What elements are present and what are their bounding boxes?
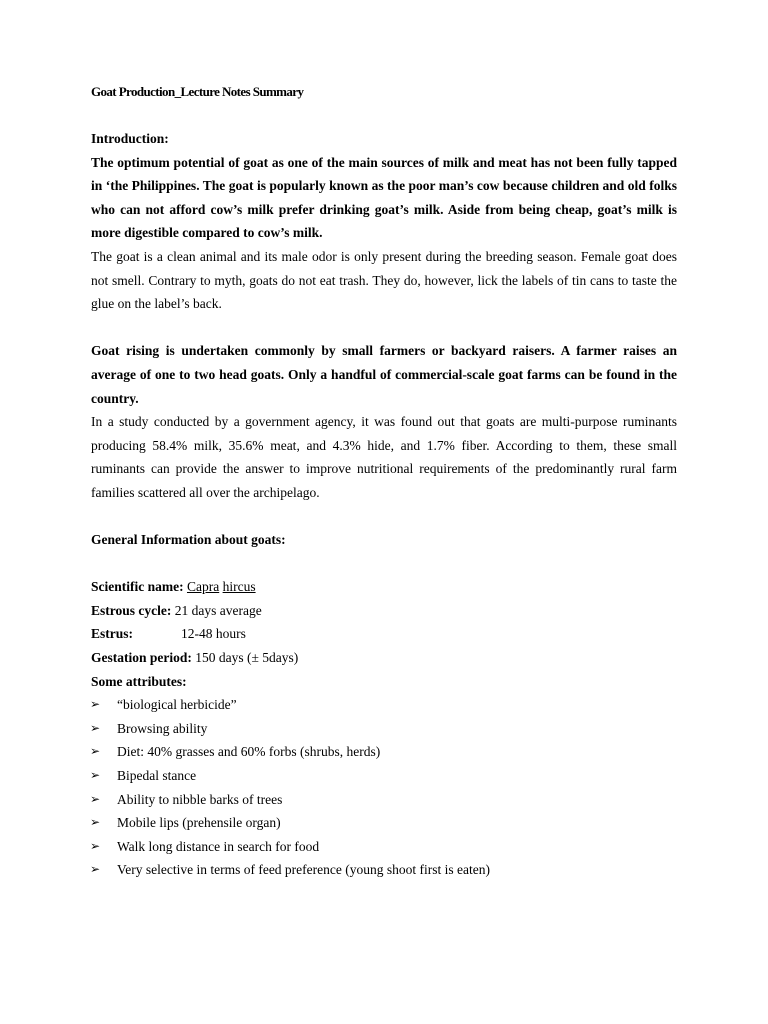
attribute-item <box>91 811 677 835</box>
attribute-text: Bipedal stance <box>117 768 197 784</box>
arrow-bullet-icon: ➢ <box>90 862 101 877</box>
estrous-cycle-value: 21 days average <box>174 602 262 618</box>
estrus-row <box>91 622 677 646</box>
introduction-heading: Introduction: <box>91 131 169 146</box>
arrow-bullet-icon: ➢ <box>90 815 101 830</box>
gestation-period-label: Gestation period: <box>91 650 192 666</box>
attribute-text: Mobile lips (prehensile organ) <box>117 815 281 831</box>
scientific-genus: Capra <box>186 579 220 595</box>
estrus-label: Estrus: <box>91 626 134 642</box>
intro-bold-paragraph: The optimum potential of goat as one of the main sources of milk and meat has not been fully tapped in ‘the Philippines. The goat is popularly known as the poor man’s cow because children and old folks who can not afford cow’s milk prefer drinking goat’s milk. Aside from being cheap, goat’s milk is more digestible compared to cow’s milk. <box>91 154 677 241</box>
arrow-bullet-icon: ➢ <box>90 768 101 783</box>
gestation-period-value: 150 days (± 5days) <box>195 650 299 666</box>
scientific-name-row <box>91 575 677 599</box>
attributes-heading-row <box>91 670 677 694</box>
arrow-bullet-icon: ➢ <box>90 791 101 806</box>
document-title: Goat Production_Lecture Notes Summary <box>91 84 304 99</box>
raising-plain-paragraph: In a study conducted by a government agency, it was found out that goats are multi-purpose ruminants producing 58.4% milk, 35.6% meat, and 4.3% hide, and 1.7% fiber. According to them, these small ruminants can provide the answer to improve nutritional requirements of the predominantly rural farm families scattered all over the archipelago. <box>91 414 677 500</box>
arrow-bullet-icon: ➢ <box>90 744 101 759</box>
attribute-text: Ability to nibble barks of trees <box>117 791 283 807</box>
attribute-item <box>91 858 677 882</box>
attribute-text: Diet: 40% grasses and 60% forbs (shrubs, herds) <box>117 744 381 760</box>
attribute-item <box>91 788 677 812</box>
paragraph-spacer <box>91 316 677 340</box>
attribute-text: “biological herbicide” <box>117 697 237 713</box>
arrow-bullet-icon: ➢ <box>90 838 101 853</box>
attributes-label: Some attributes: <box>91 673 187 689</box>
estrus-value: 12-48 hours <box>181 626 246 642</box>
attribute-text: Very selective in terms of feed preference (young shoot first is eaten) <box>117 862 490 878</box>
intro-plain-paragraph: The goat is a clean animal and its male odor is only present during the breeding season. Female goat does not smell. Contrary to myth, goats do not eat trash. They do, however, lick the labels of tin cans to taste the glue on the label’s back. <box>91 248 677 312</box>
attribute-item <box>91 717 677 741</box>
paragraph-spacer <box>91 552 677 576</box>
paragraph-spacer <box>91 505 677 529</box>
raising-bold-paragraph: Goat rising is undertaken commonly by small farmers or backyard raisers. A farmer raises an average of one to two head goats. Only a handful of commercial-scale goat farms can be found in the country. <box>91 343 677 406</box>
arrow-bullet-icon: ➢ <box>90 720 101 735</box>
document-page <box>91 80 677 882</box>
attribute-item <box>91 835 677 859</box>
scientific-species: hircus <box>222 579 256 595</box>
attributes-list <box>91 693 677 882</box>
scientific-name-label: Scientific name: <box>91 579 184 595</box>
attribute-text: Browsing ability <box>117 720 208 736</box>
arrow-bullet-icon: ➢ <box>90 697 101 712</box>
attribute-item <box>91 740 677 764</box>
attribute-item <box>91 693 677 717</box>
gestation-period-row <box>91 646 677 670</box>
attribute-item <box>91 764 677 788</box>
estrous-cycle-row <box>91 599 677 623</box>
attribute-text: Walk long distance in search for food <box>117 838 320 854</box>
general-info-heading: General Information about goats: <box>91 532 286 548</box>
estrous-cycle-label: Estrous cycle: <box>91 602 172 618</box>
